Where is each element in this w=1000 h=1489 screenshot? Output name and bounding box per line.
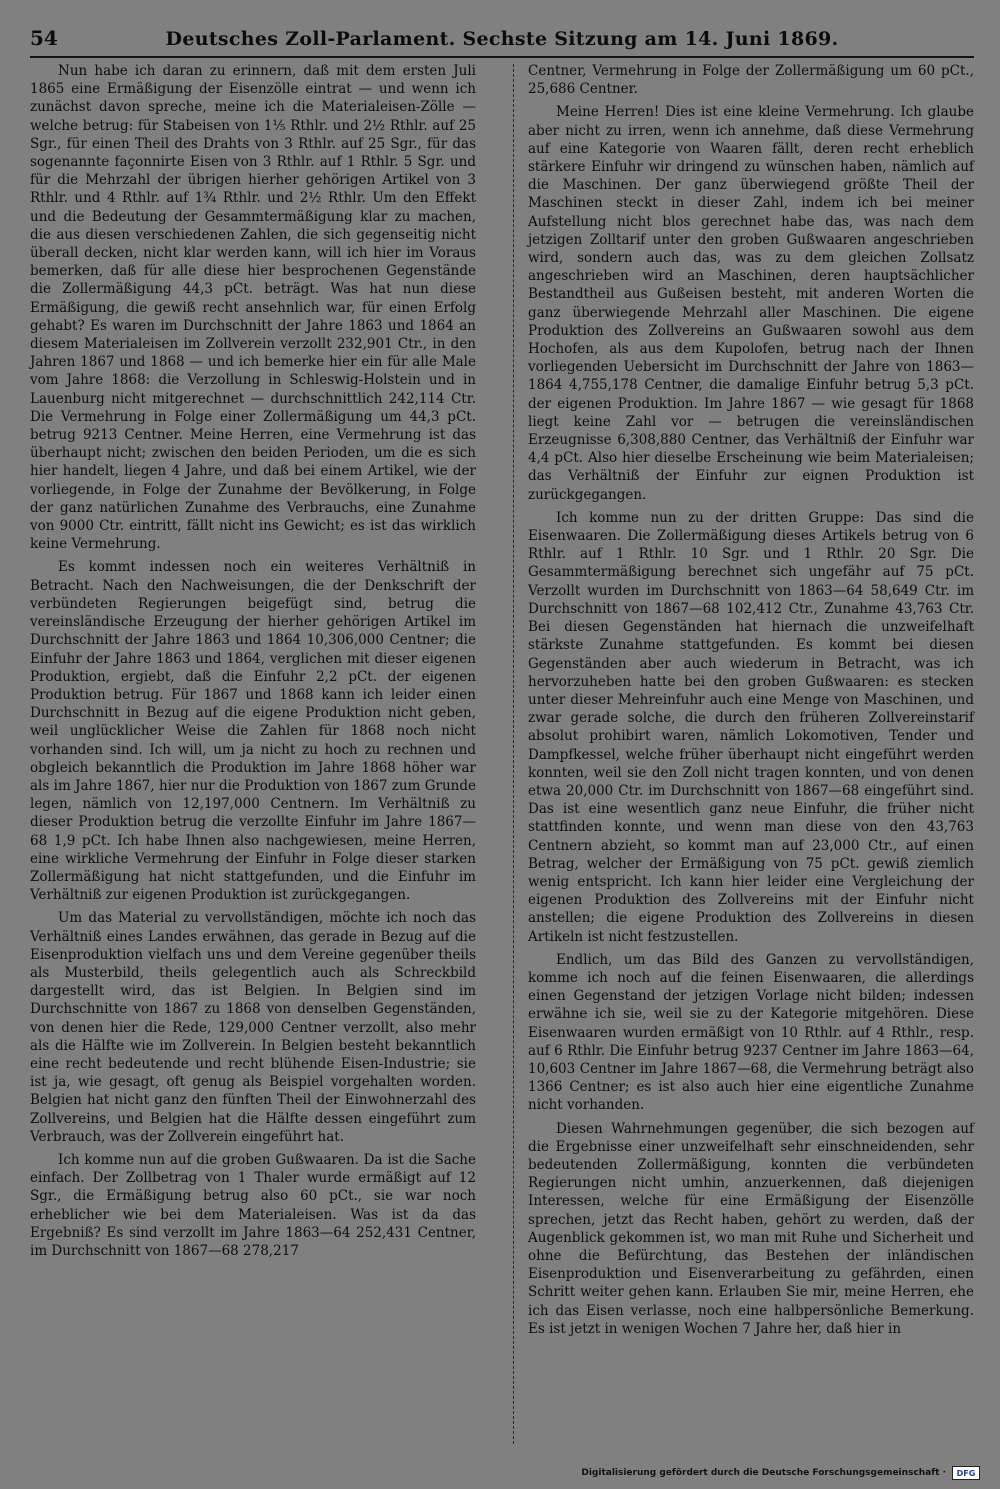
paragraph: Meine Herren! Dies ist eine kleine Vermehrung. Ich glaube aber nicht zu irren, wenn ich annehme, daß diese Vermehrung auf eine Kategorie von Waaren fällt, deren recht erheblich stärkere Einfuhr wir dringend zu wünschen haben, nämlich auf die Maschinen. Der ganz überwiegend größte Theil der Maschinen steckt in dieser Zahl, indem ich bei meiner Aufstellung nicht blos gerechnet habe das, was nach dem jetzigen Zolltarif unter den groben Gußwaaren angeschrieben wird, sondern auch das, was zu dem gleichen Zollsatz angeschrieben wird an Maschinen, deren hauptsächlicher Bestandtheil aus Gußeisen besteht, mit anderen Worten die ganz überwiegende Mehrzahl aller Maschinen. Die eigene Produktion des Zollvereins an Gußwaaren sowohl aus dem Hochofen, als aus dem Kupolofen, betrug nach der Ihnen vorliegenden Uebersicht im Durchschnitt der Jahre von 1863—1864 4,755,178 Centner, die damalige Einfuhr betrug 5,3 pCt. der eigenen Produktion. Im Jahre 1867 — wie gesagt für 1868 liegt keine Zahl vor — betrugen die vereinsländischen Erzeugnisse 6,308,880 Centner, das Verhältniß der Einfuhr war 4,4 pCt. Also hier dieselbe Erscheinung wie beim Materialeisen; das Verhältniß der Einfuhr zur eignen Produktion ist zurückgegangen. — [528, 104, 974, 503]
right-column — [528, 62, 974, 1343]
page-header — [30, 24, 974, 58]
paragraph: Ich komme nun auf die groben Gußwaaren. Da ist die Sache einfach. Der Zollbetrag von 1 Thaler wurde ermäßigt auf 12 Sgr., die Ermäßigung betrug also 60 pCt., sie war noch erheblicher wie bei dem Materialeisen. Was ist da das Ergebniß? Es sind verzollt im Jahre 1863—64 252,431 Centner, im Durchschnitt von 1867—68 278,217 — [30, 1151, 476, 1259]
paragraph: Endlich, um das Bild des Ganzen zu vervollständigen, komme ich noch auf die feinen Eisenwaaren, die allerdings einen Gegenstand der jetzigen Vorlage nicht bilden; indessen erwähne ich sie, weil sie zu der Kategorie mitgehören. Diese Eisenwaaren wurden ermäßigt von 10 Rthlr. auf 4 Rthlr., resp. auf 6 Rthlr. Die Einfuhr betrug 9237 Centner im Jahre 1863—64, 10,603 Centner im Jahre 1867—68, die Vermehrung beträgt also 1366 Centner; es ist also auch hier eine eigentliche Zunahme nicht vorhanden. — [528, 951, 974, 1114]
paragraph: Ich komme nun zu der dritten Gruppe: Das sind die Eisenwaaren. Die Zollermäßigung dieses Artikels betrug von 6 Rthlr. auf 1 Rthlr. 10 Sgr. und 1 Rthlr. 20 Sgr. Die Gesammtermäßigung berechnet sich ungefähr auf 75 pCt. Verzollt wurden im Durchschnitt von 1863—64 58,649 Ctr. im Durchschnitt von 1867—68 102,412 Ctr., Zunahme 43,763 Ctr. Bei diesen Gegenständen hat hiernach die unzweifelhaft stärkste Zunahme stattgefunden. Es kommt bei diesen Gegenständen aber auch wiederum in Betracht, was ich hervorzuheben hatte bei den groben Gußwaaren: es stecken unter dieser Mehreinfuhr auch eine Menge von Maschinen, und zwar gerade solche, die durch den früheren Zollvereinstarif absolut prohibirt waren, nämlich Lokomotiven, Tender und Dampfkessel, welche früher überhaupt nicht eingeführt werden konnten, weil sie den Zoll nicht tragen konnten, und von denen etwa 20,000 Ctr. im Durchschnitt von 1867—68 eingeführt sind. Das ist eine wesentlich ganz neue Einfuhr, die früher nicht stattfinden konnte, und wenn man diese von den 43,763 Centnern abzieht, so kommt man auf 23,000 Ctr., auf einen Betrag, welcher der Ermäßigung von 75 pCt. gewiß ziemlich wenig entspricht. Ich kann hier leider eine Vergleichung der eigenen Produktion des Zollvereins mit der Einfuhr nicht anstellen; die eigene Produktion des Zollvereins in diesen Artikeln ist nicht festzustellen. — [528, 509, 974, 945]
dfg-logo: DFG — [952, 1466, 980, 1480]
paragraph: Centner, Vermehrung in Folge der Zollermäßigung um 60 pCt., 25,686 Centner. — [528, 63, 974, 98]
page-number: 54 — [30, 26, 58, 50]
paragraph: Es kommt indessen noch ein weiteres Verhältniß in Betracht. Nach den Nachweisungen, die der Denkschrift der verbündeten Regierungen beigefügt sind, betrug die vereinsländische Erzeugung der hierher gehörigen Artikel im Durchschnitt der Jahre 1863 und 1864 10,306,000 Centner; die Einfuhr der Jahre 1863 und 1864, verglichen mit dieser eigenen Produktion, ergiebt, daß die Einfuhr 2,2 pCt. der eigenen Produktion betrug. Für 1867 und 1868 kann ich leider einen Durchschnitt in Bezug auf die eigene Produktion nicht geben, weil unglücklicher Weise die Zahlen für 1868 noch nicht vorhanden sind. Ich will, um ja nicht zu hoch zu rechnen und obgleich bekanntlich die Produktion im Jahre 1868 höher war als im Jahre 1867, hier nur die Produktion von 1867 zum Grunde legen, nämlich von 12,197,000 Centnern. Im Verhältniß zu dieser Produktion betrug die verzollte Einfuhr im Jahre 1867—68 1,9 pCt. Ich habe Ihnen also nachgewiesen, meine Herren, eine wirkliche Vermehrung der Einfuhr in Folge dieser starken Zollermäßigung hat nicht stattgefunden, und die Einfuhr im Verhältniß zur eigenen Produktion ist zurückgegangen. — [30, 559, 476, 904]
column-divider — [513, 64, 514, 1444]
running-head: Deutsches Zoll-Parlament. Sechste Sitzung am 14. Juni 1869. — [165, 28, 839, 50]
paragraph: Nun habe ich daran zu erinnern, daß mit dem ersten Juli 1865 eine Ermäßigung der Eisenzölle eintrat — und wenn ich zunächst davon spreche, meine ich die Materialeisen-Zölle — welche betrug: für Stabeisen von 1⅕ Rthlr. und 2½ Rthlr. auf 25 Sgr., für einen Theil des Drahts von 3 Rthlr. auf 25 Sgr., für das sogenannte façonnirte Eisen von 3 Rthlr. auf 1 Rthlr. 5 Sgr. und für die Mehrzahl der übrigen hierher gehörigen Artikel von 3 Rthlr. und 4 Rthlr. auf 1¾ Rthlr. und 2½ Rthlr. Um den Effekt und die Bedeutung der Gesammtermäßigung klar zu machen, die aus diesen verschiedenen Zahlen, die sich gegenseitig nicht überall decken, nicht klar werden kann, will ich hier im Voraus bemerken, daß für alle diese hier besprochenen Gegenstände die Zollermäßigung 44,3 pCt. beträgt. Was hat nun diese Ermäßigung, die gewiß recht ansehnlich war, für einen Erfolg gehabt? Es waren im Durchschnitt der Jahre 1863 und 1864 an diesem Materialeisen im Zollverein verzollt 232,901 Ctr., in den Jahren 1867 und 1868 — und ich bemerke hier ein für alle Male vom Jahre 1868: die Verzollung in Schleswig-Holstein und in Lauenburg nicht mitgerechnet — durchschnittlich 242,114 Ctr. Die Vermehrung in Folge einer Zollermäßigung um 44,3 pCt. betrug 9213 Centner. Meine Herren, eine Vermehrung ist das überhaupt nicht; zwischen den beiden Perioden, um die es sich hier handelt, liegen 4 Jahre, und daß bei einem Artikel, wie der vorliegende, in Folge der Zunahme der Bevölkerung, in Folge der ganz natürlichen Zunahme des Verbrauchs, eine Zunahme von 9000 Ctr. eintritt, fällt nicht ins Gewicht; es ist das wirklich keine Vermehrung. — [30, 63, 476, 553]
paragraph: Um das Material zu vervollständigen, möchte ich noch das Verhältniß eines Landes erwähnen, das gerade in Bezug auf die Eisenproduktion vielfach uns und dem Vereine gegenüber theils als Musterbild, theils gelegentlich auch als Schreckbild dargestellt wird, das ist Belgien. In Belgien sind im Durchschnitte von 1867 zu 1868 von denselben Gegenständen, von denen hier die Rede, 129,000 Centner verzollt, also mehr als die Hälfte wie im Zollverein. In Belgien besteht bekanntlich eine recht bedeutende und recht blühende Eisen-Industrie; sie ist ja, wie gesagt, oft genug als Beispiel vorgehalten worden. Belgien hat nicht ganz den fünften Theil der Einwohnerzahl des Zollvereins, und Belgien hat die Hälfte dessen eingeführt zum Verbrauch, was der Zollverein eingeführt hat. — [30, 910, 476, 1145]
left-column — [30, 62, 476, 1265]
credit-text: Digitalisierung gefördert durch die Deutsche Forschungsgemeinschaft · — [581, 1468, 946, 1478]
digitization-credit — [581, 1466, 980, 1480]
paragraph: Diesen Wahrnehmungen gegenüber, die sich bezogen auf die Ergebnisse einer unzweifelhaft sehr einschneidenden, sehr bedeutenden Zollermäßigung, konnten die verbündeten Regierungen nicht umhin, anzuerkennen, daß diejenigen Interessen, welche für eine Ermäßigung der Eisenzölle sprechen, jetzt das Recht haben, gehört zu werden, daß der Augenblick gekommen ist, wo man mit Ruhe und Sicherheit und ohne die Befürchtung, das Bestehen der inländischen Eisenproduktion und Eisenverarbeitung zu gefährden, einen Schritt weiter gehen kann. Erlauben Sie mir, meine Herren, ehe ich das Eisen verlasse, noch eine halbpersönliche Bemerkung. Es ist jetzt in wenigen Wochen 7 Jahre her, daß hier in — [528, 1120, 974, 1337]
